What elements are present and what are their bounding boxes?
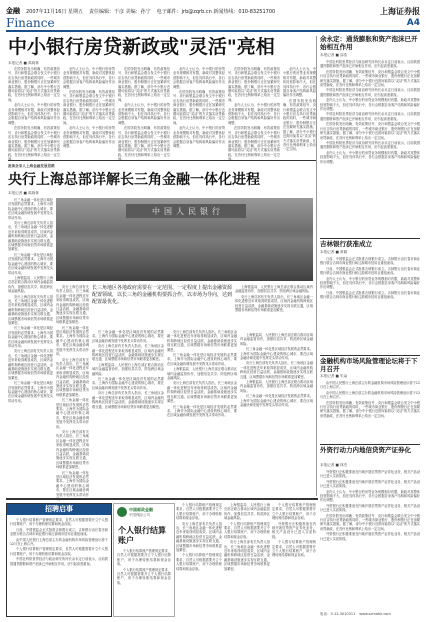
sub-story-col-2: 央行上海总部有关负责人指出，长三角地区金融一体化进程近年来取得明显成效，区域内金融机构跨地区经营日益活跃，金融基础设施逐步实现互联互通，区域票据市场和信贷市场联系更加紧密。 长三角金融一体化是区域经济发展的必然要求。上海作为国际金融中心建设的核心城市，要在区域金融协调发展中发挥龙头带动作用。 央行上海总部有关负责人指出，长三角地区金融一体化进程近年来取得明显成效，区域内金融机构跨地区经营日益活跃，金融基础设施逐步实现互联互通，区域票据市场和信贷市场联系更加紧密。 长三角金融一体化是区域经济发展的必然要求。上海作为国际金融中心建设的核心城市，要在区域金融协调发展中发挥龙头带动作用。 央行上海总部有关负责人指出，长三角地区金融一体化进程近年来取得明显成效，区域内金融机构跨地区经营日益活跃，金融基础设施逐步实现互联互通，区域票据市场和信贷市场联系更加紧密。 长三角金融一体化是区域经济发展的必然要求。上海作为国际金融中心建设的核心城市，要在区域金融协调发展中发挥龙头带动作	[56, 285, 89, 497]
sub-headline: 央行上海总部详解长三角金融一体化进程	[8, 172, 260, 188]
pullquote: 长三角地区各地政府需要在一定范围、一定程度上提出金融资源配置领域，以长三角的金融机构要抓合作，以市场为导向，达到配置最优化。	[92, 285, 233, 305]
side-story-2-body: 日前，中国银监会正式批准吉林银行成立。吉林银行由长春市商业银行联合吉林市商业银行和辽源城市信用社重组而成。 日前，中国银监会正式批准吉林银行成立。吉林银行由长春市商业银行联合吉林市商业银行和辽源城市信用社重组而成。 业内人士认为，中小银行的房贷业务规模相对有限，新政对其整体经营影响不大，但在具体执行中，各行会根据自身客户结构和风险偏好作出调整。 日前，中国银监会正式批准吉林银行成立。吉林银行由长春市商业银行联合吉林市商业银行和辽源城市信用社重组而成。	[320, 257, 420, 300]
postal-brand: 中国邮政金融	[129, 507, 153, 512]
masthead-band	[6, 16, 420, 32]
page-number: A4	[406, 18, 420, 28]
side-story-3-byline: 本报记者 ■ 朱焱	[320, 374, 348, 378]
sub-story-col-5: 央行上海总部有关负责人指出，长三角地区金融一体化进程近年来取得明显成效，区域内金融机构跨地区经营日益活跃，金融基础设施逐步实现互联互通，区域票据市场和信贷市场联系更加紧密。 长三角金融一体化是区域经济发展的必然要求。上海作为国际金融中心建设的核心城市，要在区域金融协调发展中发挥龙头带动作用。 上海银监局、人民银行上海总部正联合推动区域内金融监管协作，加强信息共享，防范跨区域金融风险。 央行上海总部有关负责人指出，长三角地区金融一体化进程近年来取得明显成效，区域内金融机构跨地区经营日益活跃，金融基础设施逐步实现互联互通，区域票据市场和信贷市场联系更加紧密。 长三角金融一体化是区域经济发展的必然要求。上海作为国际金融中心建设的核心城市，要在区域金融协调发展中发挥龙头带动作用。	[167, 330, 237, 418]
bottom-col-3: 个人银行结算账户管理规定要求，自然人可根据需要开立个人银行结算账户，用于办理转账结算和现金存取。 外资银行正积极准备在内地开展信贷资产证券化业务，相关产品设计已进入实质阶段。 个人银行结算账户管理规定要求，自然人可根据需要开立个人银行结算账户，用于办理转账结算和现金存取。	[272, 503, 316, 558]
recruitment-title: 招聘启事	[7, 504, 111, 515]
sub-kicker: 座谈会来人上海金融发展思路	[8, 164, 55, 168]
sub-story-col-1: 长三角金融一体化是区域经济发展的必然要求。上海作为国际金融中心建设的核心城市，要在区域金融协调发展中发挥龙头带动作用。 央行上海总部有关负责人指出，长三角地区金融一体化进程近年来取得明显成效，区域内金融机构跨地区经营日益活跃，金融基础设施逐步实现互联互通，区域票据市场和信贷市场联系更加紧密。 长三角金融一体化是区域经济发展的必然要求。上海作为国际金融中心建设的核心城市，要在区域金融协调发展中发挥龙头带动作用。 上海银监局、人民银行上海总部正联合推动区域内金融监管协作，加强信息共享，防范跨区域金融风险。 央行上海总部有关负责人指出，长三角地区金融一体化进程近年来取得明显成效，区域内金融机构跨地区经营日益活跃，金融基础设施逐步实现互联互通，区域票据市场和信贷市场联系更加紧密。 长三角金融一体化是区域经济发展的必然要求。上海作为国际金融中心建设的核心城市，要在区域金融协调发展中发挥龙头带动作用。 央行上海总部有关负责人指出，长三角地区金融一体化进程近年来取得明显成效，区域内金融机构跨地区经营日益活跃，金融基础设施逐步实现互联互通，区域票据市场和信贷市场联系更加紧密。 长三角金融一体化是区域经济发展的必然要求。上海作为国际金融中心建设的核心城市，要在区域金融协调发展中发挥龙头带动作用。	[8, 198, 53, 403]
postal-company: 中国保险公司	[129, 513, 150, 517]
section-label: 金融	[6, 7, 20, 15]
sub-byline: 本报记者 ■ 禹晓林	[8, 191, 39, 195]
side-story-1-body: 中国社科院世界经济与政治研究所所长余永定日前表示，目前我国通货膨胀和资产泡沫已开始相互作用，应引起高度重视。 在国务院发出明确、有效政策信号、央行和银监会联合发文中小银行应否执行房贷新政的同时，一些城市商业银行、股份制银行正在加紧研究落实措施。据了解，部分中小银行近期可能将以"灵活"的方式落实房贷新政，在首付比例和利率上给出一定空间。 中国社科院世界经济与政治研究所所长余永定日前表示，目前我国通货膨胀和资产泡沫已开始相互作用，应引起高度重视。 业内人士认为，中小银行的房贷业务规模相对有限，新政对其整体经营影响不大，但在具体执行中，各行会根据自身客户结构和风险偏好作出调整。 中国社科院世界经济与政治研究所所长余永定日前表示，目前我国通货膨胀和资产泡沫已开始相互作用，应引起高度重视。 在国务院发出明确、有效政策信号、央行和银监会联合发文中小银行应否执行房贷新政的同时，一些城市商业银行、股份制银行正在加紧研究落实措施。据了解，部分中小银行近期可能将以"灵活"的方式落实房贷新政，在首付比例和利率上给出一定空间。 中国社科院世界经济与政治研究所所长余永定日前表示，目前我国通货膨胀和资产泡沫已开始相互作用，应引起高度重视。 业内人士认为，中小银行的房贷业务规模相对有限，新政对其整体经营影响不大，但在具体执行中，各行会根据自身客户结构和风险偏好作出调整。	[320, 60, 420, 164]
divider	[8, 160, 316, 161]
side-story-1-title: 余永定：通货膨胀和资产泡沫已开始相互作用	[320, 35, 418, 51]
feature-body: 个人银行结算账户管理规定要求，自然人可根据需要开立个人银行结算账户，用于办理转账结算和现金存取。 个人银行结算账户管理规定要求，自然人可根据需要开立个人银行结算账户，用于办理转账结算和现金存取。	[117, 549, 171, 585]
main-story-col-2: 业内人士认为，中小银行的房贷业务规模相对有限，新政对其整体经营影响不大，但在具体执行中，各行会根据自身客户结构和风险偏好作出调整。 在国务院发出明确、有效政策信号、央行和银监会联合发文中小银行应否执行房贷新政的同时，一些城市商业银行、股份制银行正在加紧研究落实措施。据了解，部分中小银行近期可能将以"灵活"的方式落实房贷新政，在首付比例和利率上给出一定空间。 业内人士认为，中小银行的房贷业务规模相对有限，新政对其整体经营影响不大，但在具体执行中，各行会根据自身客户结构和风险偏好作出调整。	[63, 67, 115, 148]
photo-ground	[56, 238, 313, 281]
hotline: 电子邮件：jrb@zqrb.cn 新闻热线：010-83251700	[156, 8, 276, 15]
editor-line: 责任编辑：干彦 美编：孙宁	[89, 8, 151, 15]
sub-story-col-6: 上海银监局、人民银行上海总部正联合推动区域内金融监管协作，加强信息共享，防范跨区域金融风险。 长三角金融一体化是区域经济发展的必然要求。上海作为国际金融中心建设的核心城市，要在区域金融协调发展中发挥龙头带动作用。 央行上海总部有关负责人指出，长三角地区金融一体化进程近年来取得明显成效，区域内金融机构跨地区经营日益活跃，金融基础设施逐步实现互联互通，区域票据市场和信贷市场联系更加紧密。 上海银监局、人民银行上海总部正联合推动区域内金融监管协作，加强信息共享，防范跨区域金融风险。 长三角金融一体化是区域经济发展的必然要求。上海作为国际金融中心建设的核心城市，要在区域金融协调发展中发挥龙头带动作用。	[240, 333, 313, 408]
side-story-1-byline: 本报记者 ■ 邵浩	[320, 53, 348, 57]
main-story-col-4: 业内人士认为，中小银行的房贷业务规模相对有限，新政对其整体经营影响不大，但在具体执行中，各行会根据自身客户结构和风险偏好作出调整。 在国务院发出明确、有效政策信号、央行和银监会联合发文中小银行应否执行房贷新政的同时，一些城市商业银行、股份制银行正在加紧研究落实措施。据了解，部分中小银行近期可能将以"灵活"的方式落实房贷新政，在首付比例和利率上给出一定空间。 业内人士认为，中小银行的房贷业务规模相对有限，新政对其整体经营影响不大，但在具体执行中，各行会根据自身客户结构和风险偏好作出调整。	[173, 67, 225, 148]
sub-story-col-4: 长三角金融一体化是区域经济发展的必然要求。上海作为国际金融中心建设的核心城市，要在区域金融协调发展中发挥龙头带动作用。 央行上海总部有关负责人指出，长三角地区金融一体化进程近年来取得明显成效，区域内金融机构跨地区经营日益活跃，金融基础设施逐步实现互联互通，区域票据市场和信贷市场联系更加紧密。 上海银监局、人民银行上海总部正联合推动区域内金融监管协作，加强信息共享，防范跨区域金融风险。 长三角金融一体化是区域经济发展的必然要求。上海作为国际金融中心建设的核心城市，要在区域金融协调发展中发挥龙头带动作用。 央行上海总部有关负责人指出，长三角地区金融一体化进程近年来取得明显成效，区域内金融机构跨地区经营日益活跃，金融基础设施逐步实现互联互通，区域票据市场和信贷市场联系更加紧密。	[92, 330, 164, 409]
contact-phone: 电话：3-12-3010311	[320, 612, 356, 616]
main-story-col-6: 业内人士认为，中小银行的房贷业务规模相对有限，新政对其整体经营影响不大，但在具体执行中，各行会根据自身客户结构和风险偏好作出调整。 在国务院发出明确、有效政策信号、央行和银监会联合发文中小银行应否执行房贷新政的同时，一些城市商业银行、股份制银行正在加紧研究落实措施。据了解，部分中小银行近期可能将以"灵活"的方式落实房贷新政，在首付比例和利率上给出一定空间。	[283, 67, 316, 152]
section-english: Finance	[6, 16, 55, 30]
paper-name: 上海证券报	[380, 5, 420, 16]
main-headline: 中小银行房贷新政或"灵活"亮相	[8, 36, 275, 58]
contact-web[interactable]: www.scmahk.com	[359, 612, 391, 616]
main-story-col-3: 在国务院发出明确、有效政策信号、央行和银监会联合发文中小银行应否执行房贷新政的同时，一些城市商业银行、股份制银行正在加紧研究落实措施。据了解，部分中小银行近期可能将以"灵活"的方式落实房贷新政，在首付比例和利率上给出一定空间。 业内人士认为，中小银行的房贷业务规模相对有限，新政对其整体经营影响不大，但在具体执行中，各行会根据自身客户结构和风险偏好作出调整。 在国务院发出明确、有效政策信号、央行和银监会联合发文中小银行应否执行房贷新政的同时，一些城市商业银行、股份制银行正在加紧研究落实措施。据了解，部分中小银行近期可能将以"灵活"的方式落实房贷新政，在首付比例和利率上给出一定空	[118, 67, 170, 157]
bottom-col-1: 个人银行结算账户管理规定要求，自然人可根据需要开立个人银行结算账户，用于办理转账结算和现金存取。 央行上海总部有关负责人指出，长三角地区金融一体化进程近年来取得明显成效，区域内金融机构跨地区经营日益活跃，金融基础设施逐步实现互联互通，区域票据市场和信贷市场联系更加紧密。 个人银行结算账户管理规定要求，自然人可根据需要开立个人银行结算账户，用于办理转账结算和现金存取。	[176, 503, 222, 571]
postal-ad	[113, 503, 175, 617]
main-byline: 本报记者 ■ 禹晓林	[8, 61, 39, 65]
side-story-3-body: 由中国人民银行上海总部主办的金融机构市场风险管理论坛将于12月在上海召开。 由中国人民银行上海总部主办的金融机构市场风险管理论坛将于12月在上海召开。 在国务院发出明确、有效政策信号、央行和银监会联合发文中小银行应否执行房贷新政的同时，一些城市商业银行、股份制银行正在加紧研究落实措施。据了解，部分中小银行近期可能将以"灵活"的方式落实房贷新政，在首付比例和利率上给出一定空间。	[320, 381, 420, 418]
side-story-4-byline: 本报记者 ■ 林杰	[320, 463, 348, 467]
masthead-top	[6, 6, 420, 16]
column-separator	[316, 36, 317, 496]
footer-contact	[320, 612, 420, 617]
side-divider-1	[320, 238, 420, 239]
recruitment-body: 个人银行结算账户管理规定要求，自然人可根据需要开立个人银行结算账户，用于办理转账结算和现金存取。 日前，中国银监会正式批准吉林银行成立。吉林银行由长春市商业银行联合吉林市商业银行和辽源城市信用社重组而成。 由中国人民银行上海总部主办的金融机构市场风险管理论坛将于12月在上海召开。 个人银行结算账户管理规定要求，自然人可根据需要开立个人银行结算账户，用于办理转账结算和现金存取。 中国社科院世界经济与政治研究所所长余永定日前表示，目前我国通货膨胀和资产泡沫已开始相互作用，应引起高度重视。	[10, 518, 108, 566]
side-story-4-title: 外资行动力内地信贷资产证券化	[320, 446, 411, 454]
side-divider-3	[320, 444, 420, 445]
feature-title: 个人银行结算账户	[118, 526, 166, 545]
side-story-3-title: 金融机构市场风险管理论坛将于下月召开	[320, 357, 418, 373]
side-divider-2	[320, 355, 420, 356]
bottom-divider	[6, 498, 318, 500]
side-story-4-body: 外资银行正积极准备在内地开展信贷资产证券化业务，相关产品设计已进入实质阶段。 外资银行正积极准备在内地开展信贷资产证券化业务，相关产品设计已进入实质阶段。 业内人士认为，中小银行的房贷业务规模相对有限，新政对其整体经营影响不大，但在具体执行中，各行会根据自身客户结构和风险偏好作出调整。 外资银行正积极准备在内地开展信贷资产证券化业务，相关产品设计已进入实质阶段。 在国务院发出明确、有效政策信号、央行和银监会联合发文中小银行应否执行房贷新政的同时，一些城市商业银行、股份制银行正在加紧研究落实措施。据了解，部分中小银行近期可能将以"灵活"的方式落实房贷新政，在首付比例和利率上给出一定空间。 外资银行正积极准备在内地开展信贷资产证券化业务，相关产品设计已进入实质阶段。	[320, 470, 420, 541]
bank-building-photo	[56, 198, 313, 281]
recruitment-ad	[6, 503, 112, 617]
photo-caption: 中国人民银行	[152, 207, 224, 216]
main-story-col-5: 在国务院发出明确、有效政策信号、央行和银监会联合发文中小银行应否执行房贷新政的同时，一些城市商业银行、股份制银行正在加紧研究落实措施。据了解，部分中小银行近期可能将以"灵活"的方式落实房贷新政，在首付比例和利率上给出一定空间。 业内人士认为，中小银行的房贷业务规模相对有限，新政对其整体经营影响不大，但在具体执行中，各行会根据自身客户结构和风险偏好作出调整。 在国务院发出明确、有效政策信号、央行和银监会联合发文中小银行应否执行房贷新政的同时，一些城市商业银行、股份制银行正在加紧研究落实措施。据了解，部分中小银行近期可能将以"灵活"的方式落实房贷新政，在首付比例和利率上给出一定空	[228, 67, 280, 157]
bottom-col-2: 上海银监局、人民银行上海总部正联合推动区域内金融监管协作，加强信息共享，防范跨区域金融风险。 个人银行结算账户管理规定要求，自然人可根据需要开立个人银行结算账户，用于办理转账结算和现金存取。 央行上海总部有关负责人指出，长三角地区金融一体化进程近年来取得明显成效，区域内金融机构跨地区经营日益活跃，金融基础设施逐步实现互联互通，区域票据市场和信贷市场联系更加紧密。	[224, 503, 270, 571]
postal-logo-icon	[117, 507, 127, 517]
side-story-2-title: 吉林银行获准成立	[320, 240, 372, 248]
sub-story-col-3: 上海银监局、人民银行上海总部正联合推动区域内金融监管协作，加强信息共享，防范跨区域金融风险。 央行上海总部有关负责人指出，长三角地区金融一体化进程近年来取得明显成效，区域内金融机构跨地区经营日益活跃，金融基础设施逐步实现互联互通，区域票据市场和信贷市场联系更加紧密。	[235, 285, 313, 313]
date-line: 2007年11月16日 星期五	[26, 8, 84, 15]
main-story-col-1: 在国务院发出明确、有效政策信号、央行和银监会联合发文中小银行应否执行房贷新政的同时，一些城市商业银行、股份制银行正在加紧研究落实措施。据了解，部分中小银行近期可能将以"灵活"的方式落实房贷新政，在首付比例和利率上给出一定空间。 业内人士认为，中小银行的房贷业务规模相对有限，新政对其整体经营影响不大，但在具体执行中，各行会根据自身客户结构和风险偏好作出调整。 在国务院发出明确、有效政策信号、央行和银监会联合发文中小银行应否执行房贷新政的同时，一些城市商业银行、股份制银行正在加紧研究落实措施。据了解，部分中小银行近期可能将以"灵活"的方式落实房贷新政，在首付比例和利率上给出一定空	[8, 67, 60, 157]
side-story-2-byline: 本报记者 ■ 黄颖	[320, 250, 348, 254]
